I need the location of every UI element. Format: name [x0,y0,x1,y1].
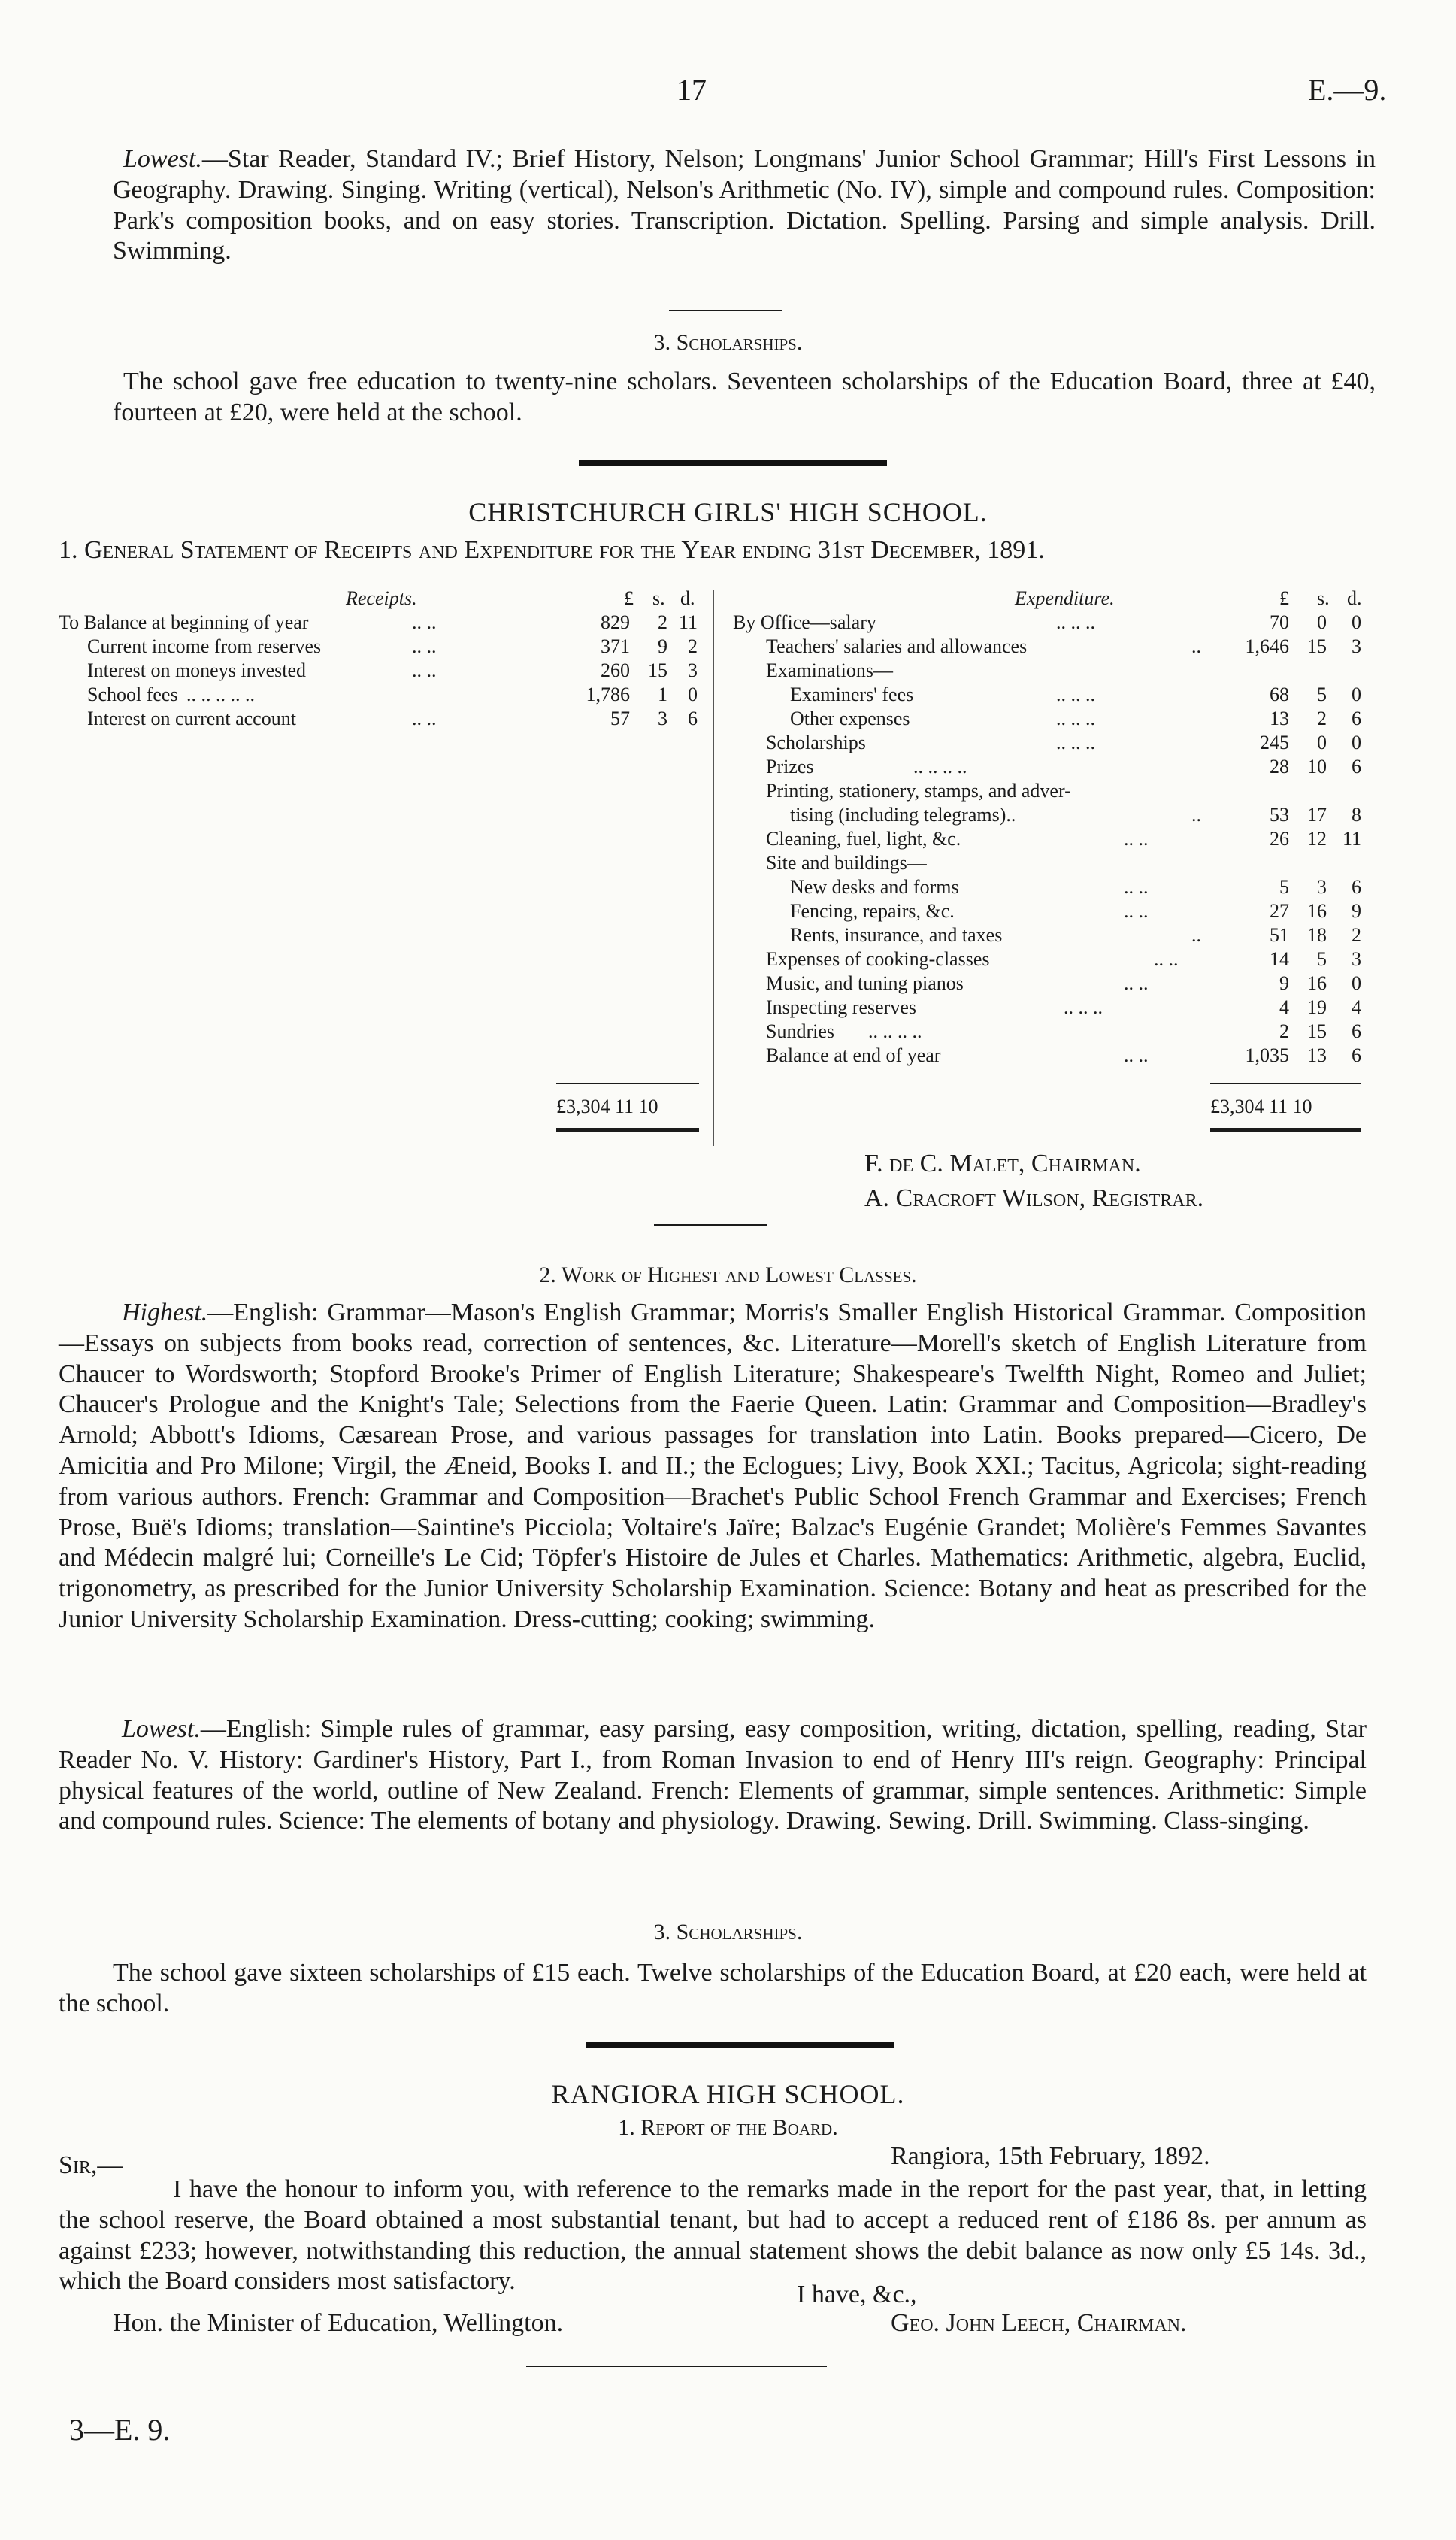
receipts-col-pounds: £ [624,587,634,609]
expenditure-pence: 8 [1352,804,1361,826]
expenditure-pounds: 68 [1270,683,1289,705]
expenditure-label: Sundries [766,1020,834,1042]
expenditure-row [733,659,1364,683]
expenditure-dots: .. .. .. [1064,996,1103,1018]
expenditure-label: Prizes [766,756,814,777]
receipt-pounds: 1,786 [586,683,630,705]
expenditure-col-shillings: s. [1317,587,1330,609]
expenditure-shillings: 10 [1307,756,1327,777]
rangiora-title: RANGIORA HIGH SCHOOL. [551,2079,905,2109]
statement-heading: 1. General Statement of Receipts and Expenditure for the Year ending 31st December, 1891. [59,536,1045,564]
receipt-label: Interest on moneys invested [87,659,306,681]
expenditure-shillings: 16 [1307,900,1327,922]
expenditure-pence: 9 [1352,900,1361,922]
expenditure-label: New desks and forms [790,876,959,898]
expenditure-total: £3,304 11 10 [1210,1096,1312,1117]
expenditure-shillings: 19 [1307,996,1327,1018]
expenditure-dots: .. .. [1124,828,1149,850]
expenditure-row [733,875,1364,899]
divider [526,2366,827,2367]
expenditure-dots: .. .. [1124,900,1149,922]
lowest-label-christchurch: Lowest. [122,1715,201,1743]
expenditure-label: Teachers' salaries and allowances [766,635,1028,657]
expenditure-dots: .. .. .. [1056,732,1095,753]
expenditure-pounds: 2 [1279,1020,1289,1042]
expenditure-pounds: 27 [1270,900,1289,922]
letter-closing: I have, &c., [797,2281,917,2308]
receipt-pounds: 371 [601,635,630,657]
expenditure-col-pounds: £ [1279,587,1289,609]
receipts-vertical-rule [713,590,714,1146]
expenditure-label: Other expenses [790,708,910,729]
receipt-pounds: 57 [610,708,630,729]
expenditure-shillings: 5 [1317,948,1327,970]
highest-text: —English: Grammar—Mason's English Grammar; Morris's Smaller English Historical Grammar. Composition—Essays on subjects from books read, correction of sentences, &c. Literature—Morell's sketch of English Literature from Chaucer to Wordsworth; Stopford Brooke's Primer of English Literature; Shakespeare's Twelfth Night, Romeo and Juliet; Chaucer's Prologue and the Knight's Tale; Selections from the Faerie Queen. Latin: Grammar and Composition—Bradley's Arnold; Abbott's Idioms, Cæsarean Prose, and various passages for translation into Latin. Books prepared—Cicero, De Amicitia and Pro Milone; Virgil, the Æneid, Books I. and II.; the Eclogues; Livy, Book XXI.; Tacitus, Agricola; sight-reading from various authors. French: Grammar and Composition—Brachet's Public School French Grammar and Exercises; French Prose, Buë's Idioms; translation—Saintine's Picciola; Voltaire's Jaïre; Balzac's Eugénie Grandet; Molière's Femmes Savantes and Médecin malgré lui; Corneille's Le Cid; Töpfer's Histoire de Jules et Charles. Mathematics: Arithmetic, algebra, Euclid, trigonometry, as prescribed for the Junior University Scholarship Examination. Science: Botany and heat as prescribed for the Junior University Scholarship Examination. Dress-cutting; cooking; swimming. [59,1299,1367,1633]
receipt-row [59,635,705,659]
expenditure-pounds: 245 [1260,732,1289,753]
page-number: 17 [677,73,707,107]
expenditure-dots: .. .. .. .. [868,1020,922,1042]
receipt-label: Interest on current account [87,708,296,729]
expenditure-label: Rents, insurance, and taxes [790,924,1003,946]
expenditure-pence: 0 [1352,683,1361,705]
highest-class-paragraph [59,1298,1367,1635]
receipts-col-shillings: s. [652,587,665,609]
receipt-shillings: 15 [648,659,667,681]
addressee: Hon. the Minister of Education, Wellington. [113,2309,564,2337]
expenditure-pence: 2 [1352,924,1361,946]
receipt-row [59,683,705,707]
document-reference: E.—9. [1308,73,1387,107]
expenditure-dots: .. [1191,804,1201,826]
expenditure-label: Printing, stationery, stamps, and adver- [766,780,1071,802]
christchurch-scholarships-paragraph: The school gave sixteen scholarships of £15 each. Twelve scholarships of the Education Board, at £20 each, were held at the school. [59,1959,1367,2017]
expenditure-dots: .. .. [1124,972,1149,994]
expenditure-total-top-rule [1210,1083,1361,1084]
expenditure-pounds: 28 [1270,756,1289,777]
christchurch-scholarships-heading: 3. Scholarships. [653,1920,803,1944]
expenditure-pounds: 1,646 [1245,635,1289,657]
receipt-label: To Balance at beginning of year [59,611,309,633]
expenditure-pounds: 4 [1279,996,1289,1018]
receipt-pence: 3 [688,659,698,681]
registrar-signature: A. Cracroft Wilson, Registrar. [864,1184,1204,1212]
divider [654,1224,767,1226]
lowest-text: —Star Reader, Standard IV.; Brief History, Nelson; Longmans' Junior School Grammar; Hill's First Lessons in Geography. Drawing. Singing. Writing (vertical), Nelson's Arithmetic (No. IV), simple and compound rules. Composition: Park's composition books, and on easy stories. Transcription. Dictation. Spelling. Parsing and simple analysis. Drill. Swimming. [113,145,1376,265]
scholarships-paragraph: The school gave free education to twenty-nine scholars. Seventeen scholarships of the Education Board, three at £40, fourteen at £20, were held at the school. [113,368,1376,426]
expenditure-dots: .. [1191,635,1201,657]
place-date: Rangiora, 15th February, 1892. [891,2142,1210,2170]
lowest-class-paragraph-christchurch [59,1714,1367,1837]
rangiora-signature: Geo. John Leech, Chairman. [891,2309,1187,2337]
expenditure-label: Fencing, repairs, &c. [790,900,955,922]
lowest-label: Lowest. [123,145,202,173]
expenditure-dots: .. [1191,924,1201,946]
receipt-pounds: 829 [601,611,630,633]
expenditure-row [733,923,1364,947]
receipts-total: £3,304 11 10 [556,1096,658,1117]
lowest-text-christchurch: —English: Simple rules of grammar, easy parsing, easy composition, writing, dictation, spelling, reading, Star Reader No. V. History: Gardiner's History, Part I., from Roman Invasion to end of Henry III's reign. Geography: Principal physical features of the world, outline of New Zealand. French: Elements of grammar, simple sentences. Arithmetic: Simple and compound rules. Science: The elements of botany and physiology. Drawing. Sewing. Drill. Swimming. Class-singing. [59,1715,1367,1835]
expenditure-pounds: 13 [1270,708,1289,729]
receipt-label: School fees [87,683,178,705]
expenditure-row [733,971,1364,996]
receipt-label: Current income from reserves [87,635,322,657]
expenditure-pence: 3 [1352,635,1361,657]
receipt-shillings: 3 [658,708,667,729]
expenditure-shillings: 13 [1307,1044,1327,1066]
expenditure-pence: 6 [1352,708,1361,729]
receipt-row [59,611,705,635]
expenditure-shillings: 2 [1317,708,1327,729]
salutation: Sir,— [59,2151,123,2179]
expenditure-label: Balance at end of year [766,1044,941,1066]
expenditure-label: Cleaning, fuel, light, &c. [766,828,961,850]
receipts-col-pence: d. [680,587,695,609]
expenditure-pence: 0 [1352,972,1361,994]
expenditure-row [733,947,1364,971]
expenditure-total-double-rule [1210,1128,1361,1132]
expenditure-label: Expenses of cooking-classes [766,948,990,970]
receipt-row [59,659,705,683]
expenditure-shillings: 16 [1307,972,1327,994]
expenditure-pounds: 5 [1279,876,1289,898]
receipt-dots: .. .. .. .. .. [186,683,255,705]
school-title: CHRISTCHURCH GIRLS' HIGH SCHOOL. [468,497,988,527]
expenditure-pence: 0 [1352,611,1361,633]
expenditure-row [733,996,1364,1020]
expenditure-dots: .. .. .. [1056,683,1095,705]
receipts-header: Receipts. [346,587,417,609]
expenditure-label: Site and buildings— [766,852,927,874]
expenditure-shillings: 12 [1307,828,1327,850]
expenditure-pounds: 9 [1279,972,1289,994]
expenditure-shillings: 0 [1317,732,1327,753]
receipts-total-top-rule [556,1083,699,1084]
expenditure-row [733,683,1364,707]
expenditure-pence: 11 [1342,828,1361,850]
expenditure-col-pence: d. [1347,587,1362,609]
expenditure-label: tising (including telegrams).. [790,804,1016,826]
expenditure-pence: 6 [1352,1044,1361,1066]
expenditure-shillings: 15 [1307,635,1327,657]
receipt-row [59,707,705,731]
expenditure-shillings: 5 [1317,683,1327,705]
expenditure-row [733,779,1364,803]
receipt-shillings: 2 [658,611,667,633]
expenditure-label: Music, and tuning pianos [766,972,964,994]
receipt-pence: 6 [688,708,698,729]
receipt-pence: 2 [688,635,698,657]
receipt-pence: 11 [678,611,698,633]
expenditure-label: Inspecting reserves [766,996,916,1018]
expenditure-pounds: 14 [1270,948,1289,970]
receipts-total-double-rule [556,1128,699,1132]
expenditure-pounds: 53 [1270,804,1289,826]
expenditure-label: Examinations— [766,659,893,681]
highest-label: Highest. [122,1299,208,1326]
signature-mark: 3—E. 9. [69,2413,171,2447]
receipt-dots: .. .. [412,611,437,633]
expenditure-pence: 4 [1352,996,1361,1018]
expenditure-pence: 0 [1352,732,1361,753]
expenditure-shillings: 17 [1307,804,1327,826]
expenditure-shillings: 18 [1307,924,1327,946]
expenditure-dots: .. .. [1154,948,1179,970]
report-heading: 1. Report of the Board. [618,2115,838,2140]
expenditure-shillings: 3 [1317,876,1327,898]
expenditure-pence: 6 [1352,756,1361,777]
scholarships-heading: 3. Scholarships. [653,330,803,355]
expenditure-dots: .. .. .. [1056,611,1095,633]
expenditure-pence: 6 [1352,876,1361,898]
expenditure-pounds: 70 [1270,611,1289,633]
divider [669,310,782,311]
expenditure-header: Expenditure. [1015,587,1115,609]
work-heading: 2. Work of Highest and Lowest Classes. [539,1262,917,1287]
expenditure-row [733,731,1364,755]
receipt-pounds: 260 [601,659,630,681]
expenditure-row [733,851,1364,875]
expenditure-row [733,899,1364,923]
lowest-class-paragraph [113,144,1376,267]
expenditure-row [733,611,1364,635]
expenditure-row [733,755,1364,779]
section-divider [586,2042,894,2048]
expenditure-dots: .. .. [1124,876,1149,898]
expenditure-shillings: 0 [1317,611,1327,633]
expenditure-row [733,803,1364,827]
expenditure-row [733,635,1364,659]
receipt-dots: .. .. [412,635,437,657]
expenditure-row [733,707,1364,731]
receipt-pence: 0 [688,683,698,705]
receipt-dots: .. .. [412,659,437,681]
letter-paragraph: I have the honour to inform you, with reference to the remarks made in the report for the past year, that, in letting the school reserve, the Board obtained a most substantial tenant, but had to accept a reduced rent of £186 8s. per annum as against £233; however, notwithstanding this reduction, the annual statement shows the debit balance as now only £5 14s. 3d., which the Board considers most satisfactory. [59,2175,1367,2296]
expenditure-pounds: 51 [1270,924,1289,946]
expenditure-label: Examiners' fees [790,683,914,705]
expenditure-row [733,827,1364,851]
expenditure-pounds: 1,035 [1245,1044,1289,1066]
expenditure-label: Scholarships [766,732,866,753]
expenditure-dots: .. .. .. .. [913,756,967,777]
chairman-signature: F. de C. Malet, Chairman. [864,1150,1141,1178]
expenditure-dots: .. .. [1124,1044,1149,1066]
expenditure-row [733,1044,1364,1068]
receipt-shillings: 9 [658,635,667,657]
expenditure-row [733,1020,1364,1044]
expenditure-label: By Office—salary [733,611,876,633]
section-divider [579,460,887,466]
expenditure-pence: 6 [1352,1020,1361,1042]
expenditure-shillings: 15 [1307,1020,1327,1042]
receipt-shillings: 1 [658,683,667,705]
expenditure-pence: 3 [1352,948,1361,970]
receipt-dots: .. .. [412,708,437,729]
expenditure-dots: .. .. .. [1056,708,1095,729]
expenditure-pounds: 26 [1270,828,1289,850]
